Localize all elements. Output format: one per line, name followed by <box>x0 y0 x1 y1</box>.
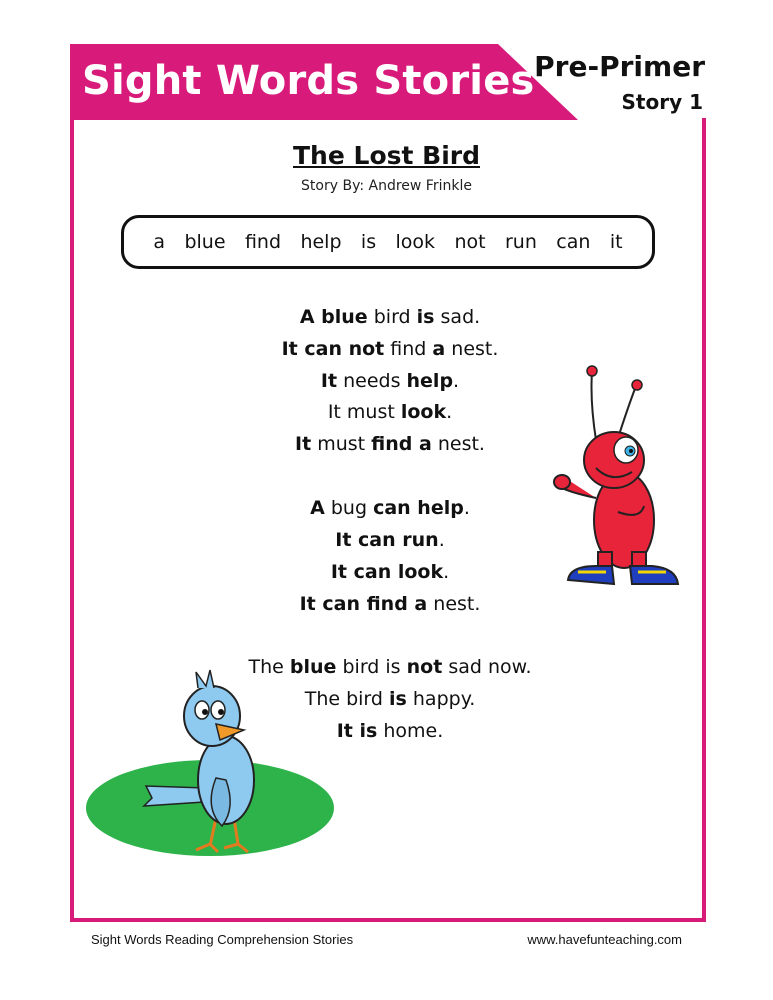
sight-word: run <box>504 231 537 253</box>
sight-word-bold: A blue <box>299 306 368 328</box>
footer-website: www.havefunteaching.com <box>527 932 682 947</box>
sight-word: can <box>556 231 591 253</box>
header-banner <box>70 44 578 120</box>
red-bug-illustration <box>548 362 682 592</box>
story-line <box>180 561 600 583</box>
sight-word-bold: blue <box>289 656 337 678</box>
story-text: nest. <box>431 433 485 455</box>
story-text: bird is <box>336 656 407 678</box>
sight-word-bold: It <box>295 433 312 455</box>
sight-word: help <box>300 231 342 253</box>
story-line <box>180 529 600 551</box>
story-text: . <box>438 529 445 551</box>
sight-word-bold: is <box>416 306 435 328</box>
story-text: . <box>446 401 453 423</box>
sight-word-bold: It is <box>336 720 378 742</box>
story-text: . <box>453 370 460 392</box>
footer-series: Sight Words Reading Comprehension Stories <box>91 932 354 947</box>
sight-word-bold: can help <box>373 497 464 519</box>
story-text: It must <box>327 401 401 423</box>
story-line <box>180 306 600 328</box>
story-text: home. <box>377 720 444 742</box>
story-line <box>180 401 600 423</box>
story-text: bird <box>367 306 417 328</box>
sight-word-bold: It can not <box>281 338 385 360</box>
reading-level: Pre-Primer <box>534 50 705 83</box>
story-text: nest. <box>427 593 481 615</box>
sight-word: look <box>395 231 436 253</box>
story-line <box>180 433 600 455</box>
sight-word-bold: It can look <box>330 561 444 583</box>
sight-word-bold: find a <box>371 433 432 455</box>
sight-word-bold: help <box>406 370 454 392</box>
sight-word-bold: not <box>406 656 443 678</box>
story-line <box>180 497 600 519</box>
story-line <box>180 370 600 392</box>
story-text: sad. <box>434 306 481 328</box>
story-text: The <box>248 656 290 678</box>
story-text: nest. <box>445 338 499 360</box>
story-text: sad now. <box>442 656 532 678</box>
sight-word-bold: A <box>310 497 325 519</box>
sight-word: not <box>454 231 486 253</box>
sight-word: blue <box>184 231 226 253</box>
story-text: find <box>384 338 433 360</box>
sight-word-bold: It <box>320 370 338 392</box>
story-author: Story By: Andrew Frinkle <box>301 178 472 194</box>
sight-word: a <box>153 231 166 253</box>
story-text: needs <box>337 370 407 392</box>
story-text: happy. <box>406 688 476 710</box>
story-text: . <box>443 561 450 583</box>
story-text: bug <box>324 497 374 519</box>
sight-word-bold: look <box>400 401 447 423</box>
sight-word-bold: is <box>389 688 407 710</box>
story-line <box>180 338 600 360</box>
sight-word-bold: a <box>432 338 446 360</box>
story-title: The Lost Bird <box>293 141 480 170</box>
story-text: . <box>463 497 470 519</box>
sight-word-bold: It can find a <box>299 593 428 615</box>
sight-word-bold: It can run <box>335 529 439 551</box>
story-line <box>180 593 600 615</box>
sight-word-box <box>121 215 655 269</box>
sight-word: it <box>609 231 623 253</box>
blue-bird-illustration <box>86 668 338 864</box>
sight-word: is <box>360 231 377 253</box>
story-text: The bird <box>304 688 390 710</box>
series-title: Sight Words Stories <box>82 58 535 104</box>
sight-word: find <box>244 231 282 253</box>
story-text: must <box>311 433 372 455</box>
story-number: Story 1 <box>621 90 703 114</box>
